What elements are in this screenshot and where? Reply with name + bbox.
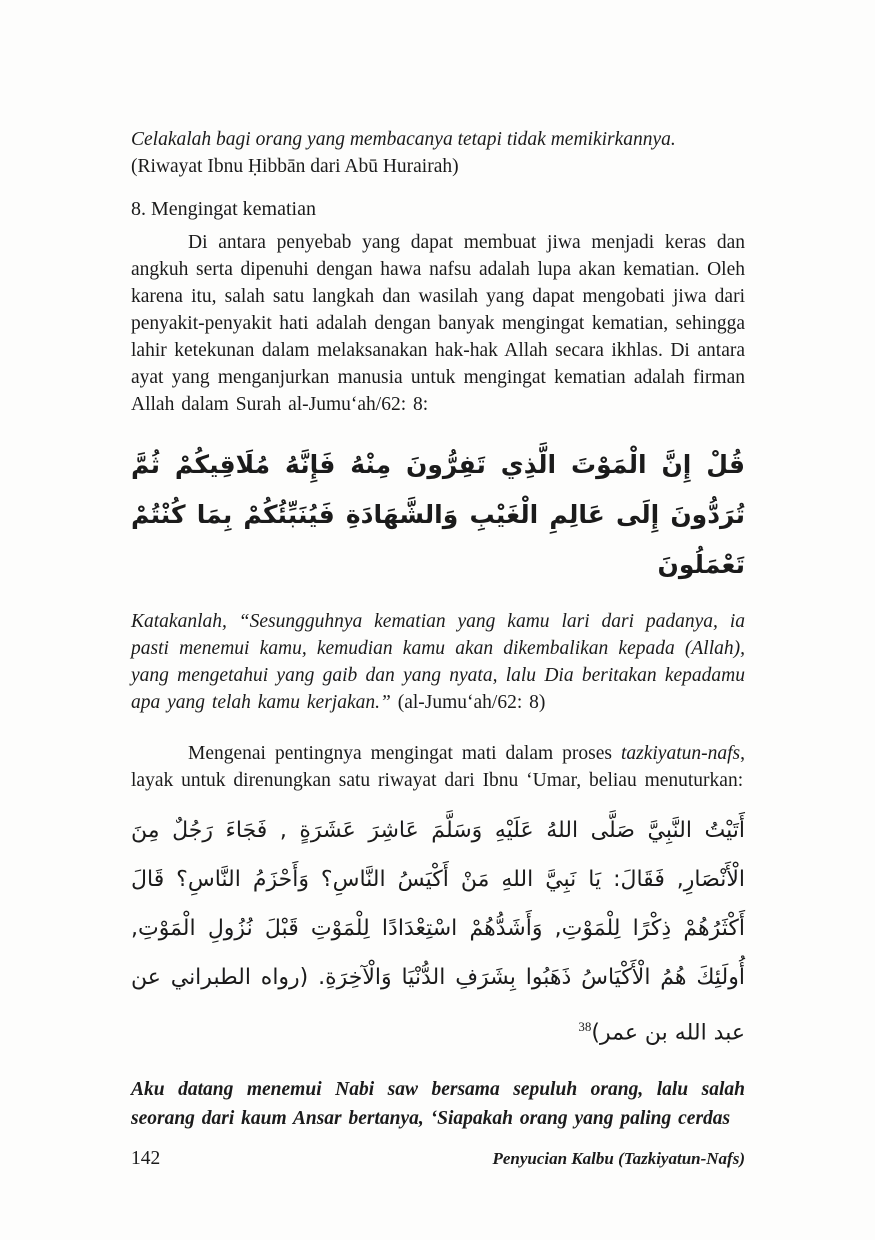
riwayat-intro-before: Mengenai pentingnya mengingat mati dalam proses (188, 743, 621, 764)
riwayat-intro-after: , layak untuk direnungkan satu riwayat dari Ibnu ‘Umar, beliau menuturkan: (131, 743, 745, 791)
page-footer (131, 1148, 745, 1170)
running-title: Penyucian Kalbu (Tazkiyatun-Nafs) (492, 1149, 745, 1168)
lead-quote-text: Celakalah bagi orang yang membacanya tetapi tidak memikirkannya. (131, 129, 676, 150)
quran-translation-text: Katakanlah, “Sesungguhnya kematian yang kamu lari dari padanya, ia pasti menemui kamu, kemudian kamu akan dikembalikan kepada (Allah), yang mengetahui yang gaib dan yang nyata, lalu Dia beritakan kepadamu apa yang telah kamu kerjakan.” (131, 611, 745, 713)
quran-citation: (al-Jumu‘ah/62: 8) (397, 692, 546, 713)
quran-translation (131, 608, 745, 716)
page-number: 142 (131, 1148, 161, 1169)
paragraph-riwayat-intro (131, 740, 745, 794)
hadith-arabic (131, 806, 745, 1057)
lead-quote-source: (Riwayat Ibnu Ḥibbān dari Abū Hurairah) (131, 156, 459, 177)
footnote-marker: 38 (578, 1019, 592, 1034)
riwayat-intro-term: tazkiyatun-nafs (620, 743, 741, 764)
paragraph-mengingat-kematian: Di antara penyebab yang dapat membuat jiwa menjadi keras dan angkuh serta dipenuhi dengan hawa nafsu adalah lupa akan kematian. Oleh karena itu, salah satu langkah dan wasilah yang dapat mengobati jiwa dari penyakit-penyakit hati adalah dengan banyak mengingat kematian, sehingga lahir ketekunan dalam melaksanakan hak-hak Allah secara ikhlas. Di antara ayat yang menganjurkan manusia untuk mengingat kematian adalah firman Allah dalam Surah al-Jumu‘ah/62: 8: (131, 232, 745, 415)
hadith-translation: Aku datang menemui Nabi saw bersama sepuluh orang, lalu salah seorang dari kaum Ansar bertanya, ‘Siapakah orang yang paling cerdas (131, 1079, 745, 1130)
page-content (131, 126, 745, 1133)
hadith-arabic-text: أَتَيْتُ النَّبِيَّ صَلَّى اللهُ عَلَيْهِ وَسَلَّمَ عَاشِرَ عَشَرَةٍ , فَجَاءَ رَجُلٌ مِنَ الْأَنْصَارِ, فَقَالَ: يَا نَبِيَّ اللهِ مَنْ أَكْيَسُ النَّاسِ؟ وَأَحْزَمُ النَّاسِ؟ قَالَ أَكْثَرُهُمْ ذِكْرًا لِلْمَوْتِ, وَأَشَدُّهُمْ اسْتِعْدَادًا لِلْمَوْتِ قَبْلَ نُزُولِ الْمَوْتِ, أُولَئِكَ هُمُ الْأَكْيَاسُ ذَهَبُوا بِشَرَفِ الدُّنْيَا وَالْآخِرَةِ. (رواه الطبراني عن عبد الله بن عمر) (131, 818, 745, 1046)
lead-quote (131, 126, 745, 180)
section-heading: 8. Mengingat kematian (131, 198, 316, 220)
quran-verse-arabic: قُلْ إِنَّ الْمَوْتَ الَّذِي تَفِرُّونَ مِنْهُ فَإِنَّهُ مُلَاقِيكُمْ ثُمَّ تُرَدُّونَ إِلَى عَالِمِ الْغَيْبِ وَالشَّهَادَةِ فَيُنَبِّئُكُمْ بِمَا كُنْتُمْ تَعْمَلُونَ (131, 450, 745, 579)
